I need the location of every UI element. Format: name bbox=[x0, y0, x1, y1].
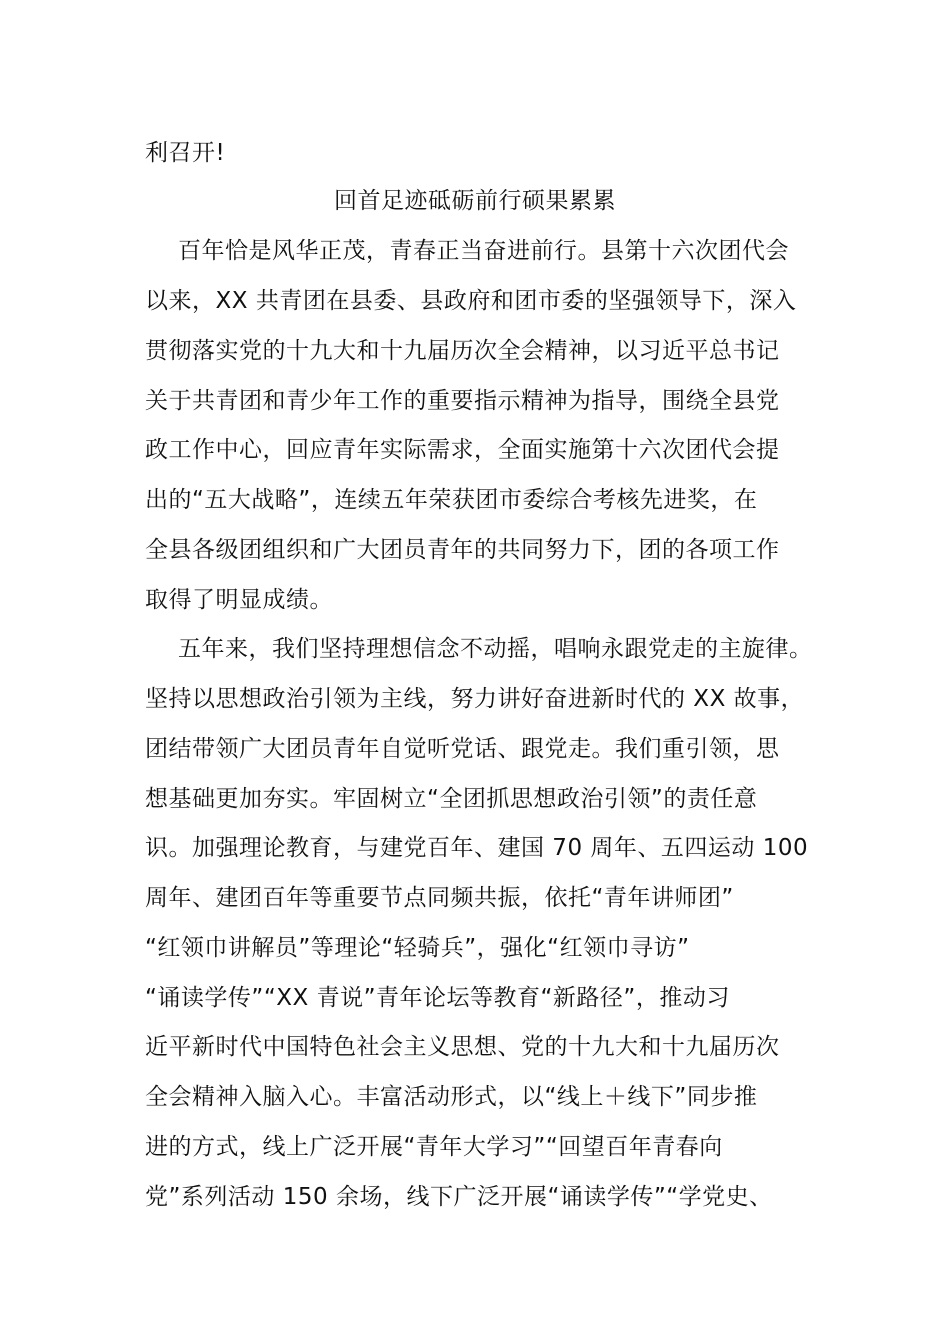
paragraph-line: 百年恰是风华正茂，青春正当奋进前行。县第十六次团代会 bbox=[178, 238, 789, 264]
paragraph-line: 进的方式，线上广泛开展“青年大学习”“回望百年青春向 bbox=[145, 1134, 723, 1160]
paragraph-line: 想基础更加夯实。牢固树立“全团抓思想政治引领”的责任意 bbox=[145, 786, 758, 812]
paragraph-line: 党”系列活动 150 余场，线下广泛开展“诵读学传”“学党史、 bbox=[145, 1184, 773, 1210]
section-heading: 回首足迹砥砺前行硕果累累 bbox=[334, 188, 616, 214]
paragraph-line: 关于共青团和青少年工作的重要指示精神为指导，围绕全县党 bbox=[145, 388, 780, 414]
paragraph-line: “诵读学传”“XX 青说”青年论坛等教育“新路径”，推动习 bbox=[145, 985, 730, 1011]
paragraph-line: 全县各级团组织和广大团员青年的共同努力下，团的各项工作 bbox=[145, 537, 780, 563]
paragraph-line: 五年来，我们坚持理想信念不动摇，唱响永跟党走的主旋律。 bbox=[178, 636, 813, 662]
paragraph-line: 坚持以思想政治引领为主线，努力讲好奋进新时代的 XX 故事， bbox=[145, 686, 805, 712]
opening-tail-text: 利召开! bbox=[145, 140, 226, 166]
paragraph-line: 政工作中心，回应青年实际需求，全面实施第十六次团代会提 bbox=[145, 437, 780, 463]
paragraph-line: 周年、建团百年等重要节点同频共振，依托“青年讲师团” bbox=[145, 885, 734, 911]
paragraph-line: 全会精神入脑入心。丰富活动形式，以“线上＋线下”同步推 bbox=[145, 1084, 758, 1110]
paragraph-line: 取得了明显成绩。 bbox=[145, 587, 333, 613]
paragraph-line: 识。加强理论教育，与建党百年、建国 70 周年、五四运动 100 bbox=[145, 835, 809, 861]
paragraph-line: 以来，XX 共青团在县委、县政府和团市委的坚强领导下，深入 bbox=[145, 288, 797, 314]
paragraph-line: 出的“五大战略”，连续五年荣获团市委综合考核先进奖，在 bbox=[145, 487, 758, 513]
paragraph-line: 近平新时代中国特色社会主义思想、党的十九大和十九届历次 bbox=[145, 1034, 780, 1060]
paragraph-line: 贯彻落实党的十九大和十九届历次全会精神，以习近平总书记 bbox=[145, 338, 780, 364]
paragraph-line: 团结带领广大团员青年自觉听党话、跟党走。我们重引领，思 bbox=[145, 736, 780, 762]
paragraph-line: “红领巾讲解员”等理论“轻骑兵”，强化“红领巾寻访” bbox=[145, 935, 690, 961]
